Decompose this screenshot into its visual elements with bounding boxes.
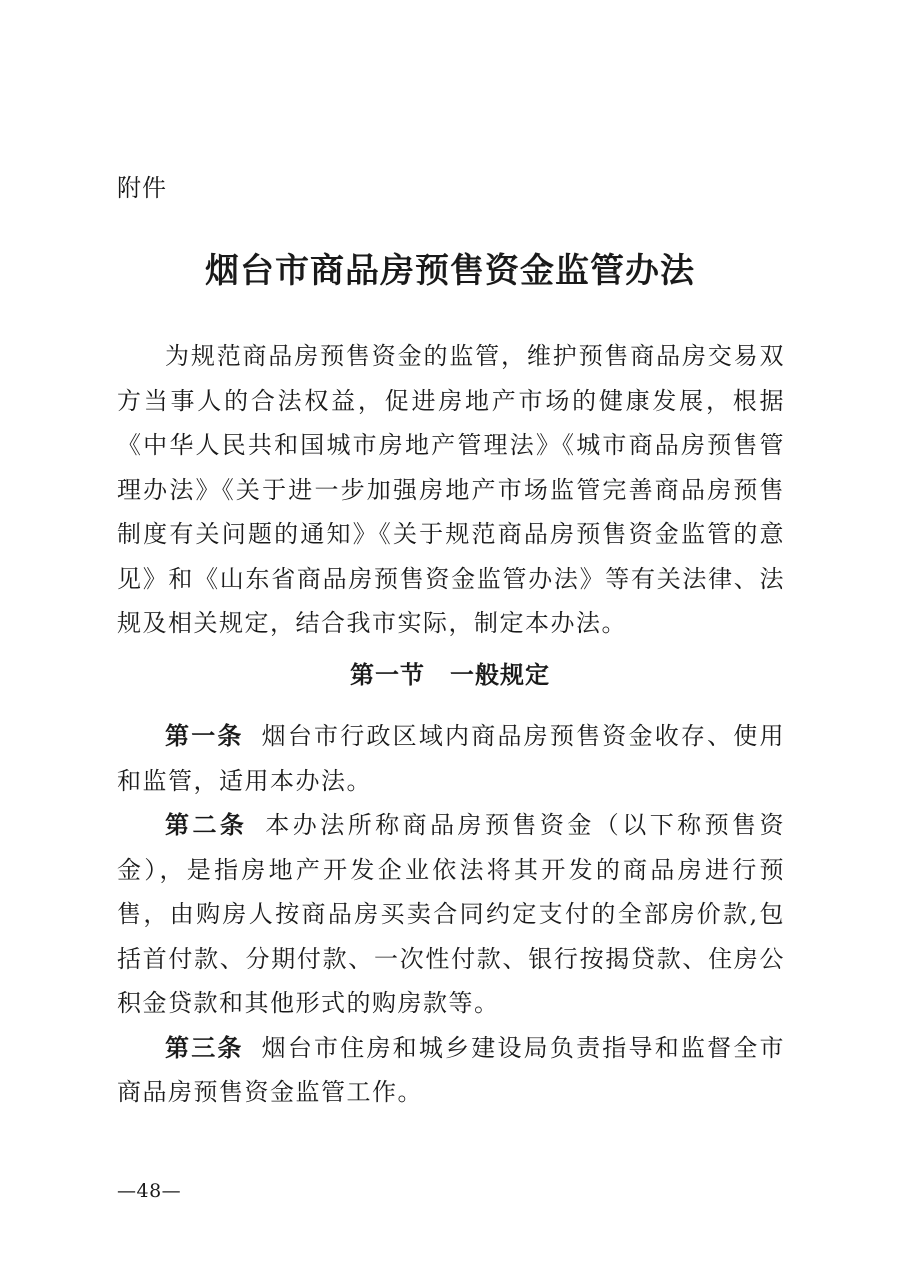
section-heading: 第一节 一般规定 [350, 660, 550, 689]
article-2-label: 第二条 [165, 811, 248, 839]
page-number: —48— [117, 1180, 182, 1202]
intro-paragraph: 为规范商品房预售资金的监管，维护预售商品房交易双方当事人的合法权益，促进房地产市场的健康发展，根据《中华人民共和国城市房地产管理法》《城市商品房预售管理办法》《关于进一步加强房地产市场监管完善商品房预售制度有关问题的通知》《关于规范商品房预售资金监管的意见》和《山东省商品房预售资金监管办法》等有关法律、法规及相关规定，结合我市实际，制定本办法。 [117, 342, 785, 637]
articles-list [117, 714, 785, 1115]
article-3 [117, 1026, 785, 1115]
article-2-text: 本办法所称商品房预售资金（以下称预售资金），是指房地产开发企业依法将其开发的商品房进行预售，由购房人按商品房买卖合同约定支付的全部房价款,包括首付款、分期付款、一次性付款、银行按揭贷款、住房公积金贷款和其他形式的购房款等。 [117, 811, 786, 1017]
article-1-text: 烟台市行政区域内商品房预售资金收存、使用和监管，适用本办法。 [117, 722, 786, 795]
article-1 [117, 714, 785, 803]
article-2 [117, 803, 785, 1026]
article-1-label: 第一条 [165, 722, 244, 750]
article-3-text: 烟台市住房和城乡建设局负责指导和监督全市商品房预售资金监管工作。 [117, 1033, 786, 1106]
article-3-label: 第三条 [165, 1033, 244, 1062]
document-title: 烟台市商品房预售资金监管办法 [205, 251, 695, 291]
attachment-label: 附件 [117, 174, 167, 202]
